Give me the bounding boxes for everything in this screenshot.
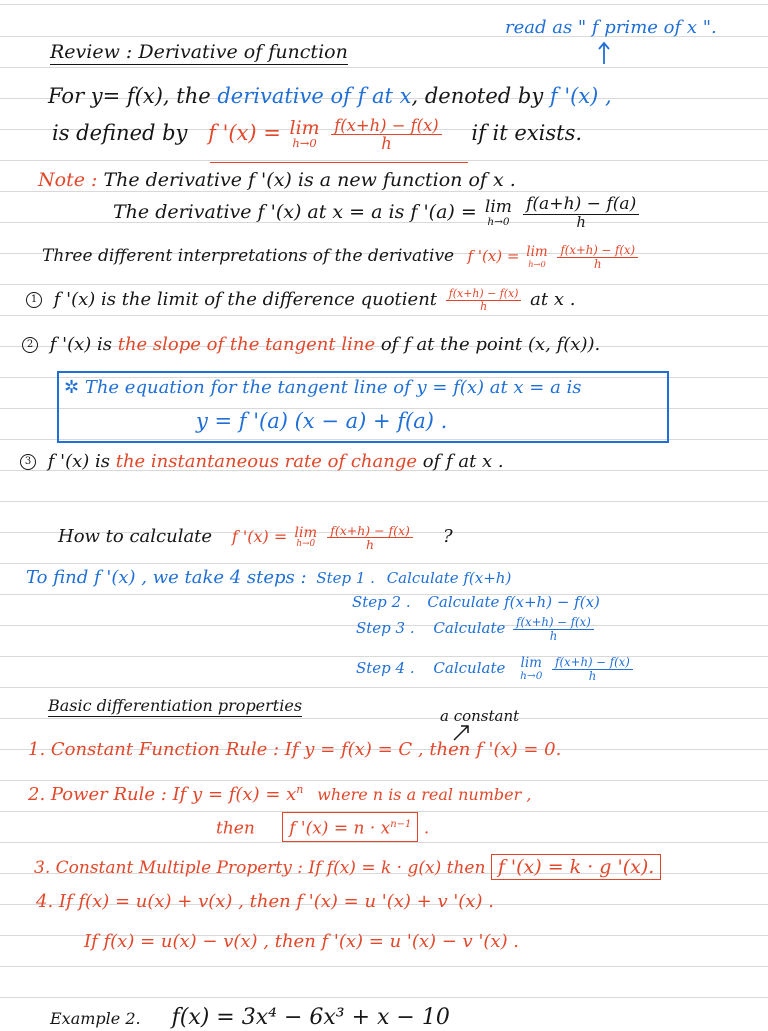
note-line-2: The derivative f '(x) at x = a is f '(a) = lim h→0 $\frac{f(a+h) - f(a)}{h}$ — [113, 196, 642, 230]
arrow-up-icon — [596, 40, 612, 66]
tangent-line-1: ✲ The equation for the tangent line of y = f(x) at x = a is — [64, 377, 582, 398]
definition-line-2: is defined by f '(x) = lim h→0 $\frac{f(x+h) - f(x)}{h}$ if it exists. — [52, 116, 583, 154]
interpretation-2: 2 f '(x) is the slope of the tangent line of f at the point (x, f(x)). — [22, 333, 600, 357]
example-2: Example 2. f(x) = 3x⁴ − 6x³ + x − 10 — [50, 1005, 450, 1030]
definition-line-1: For y= f(x), the derivative of f at x, denoted by f '(x) , — [48, 84, 612, 108]
definition-underline — [210, 162, 468, 163]
interpretation-1: 1 f '(x) is the limit of the difference quotient $\frac{f(x+h) - f(x)}{h}$ at x . — [26, 288, 575, 312]
star-icon: ✲ — [64, 377, 80, 398]
rule-1: 1. Constant Function Rule : If y = f(x) = C , then f '(x) = 0. — [28, 739, 562, 760]
read-as-annotation: read as " f prime of x ". — [505, 17, 717, 38]
properties-title: Basic differentiation properties — [48, 696, 303, 715]
step-3: Step 3 . Calculate $\frac{f(x+h) - f(x)}{h}$ — [356, 616, 597, 642]
rule-2-then: then f '$(x) = n \cdot x^{n-1}$ . — [216, 812, 429, 842]
note-line-1: Note : The derivative f '(x) is a new function of x . — [38, 169, 516, 191]
constant-annotation: a constant — [440, 707, 520, 725]
rule-4-difference: If f(x) = u(x) − v(x) , then f '(x) = u '(x) − v '(x) . — [84, 931, 520, 952]
rule-4-sum: 4. If f(x) = u(x) + v(x) , then f '(x) = u '(x) + v '(x) . — [36, 891, 494, 912]
rule-2: 2. Power Rule : If $y = f(x) = x^n$ where n is a real number , — [28, 783, 532, 805]
review-title: Review : Derivative of function — [50, 41, 348, 63]
interpretations-title: Three different interpretations of the derivative f '(x) = lim h→0 $\frac{f(x+h) - f(x)}{h}$ — [42, 244, 641, 270]
calc-question: How to calculate f '(x) = lim h→0 $\frac{f(x+h) - f(x)}{h}$ ? — [58, 523, 453, 553]
interpretation-3: 3 f '(x) is the instantaneous rate of change of f at x . — [20, 450, 504, 474]
step-2: Step 2 . Calculate f(x+h) − f(x) — [352, 593, 600, 611]
rule-3: 3. Constant Multiple Property : If f(x) = k · g(x) then f '(x) = k · g '(x). — [34, 854, 661, 880]
steps-intro: To find f '(x) , we take 4 steps : Step 1 . Calculate f(x+h) — [26, 567, 512, 588]
tangent-line-2: y = f '(a) (x − a) + f(a) . — [196, 409, 448, 433]
step-4: Step 4 . Calculate lim h→0 $\frac{f(x+h) - f(x)}{h}$ — [356, 656, 636, 682]
